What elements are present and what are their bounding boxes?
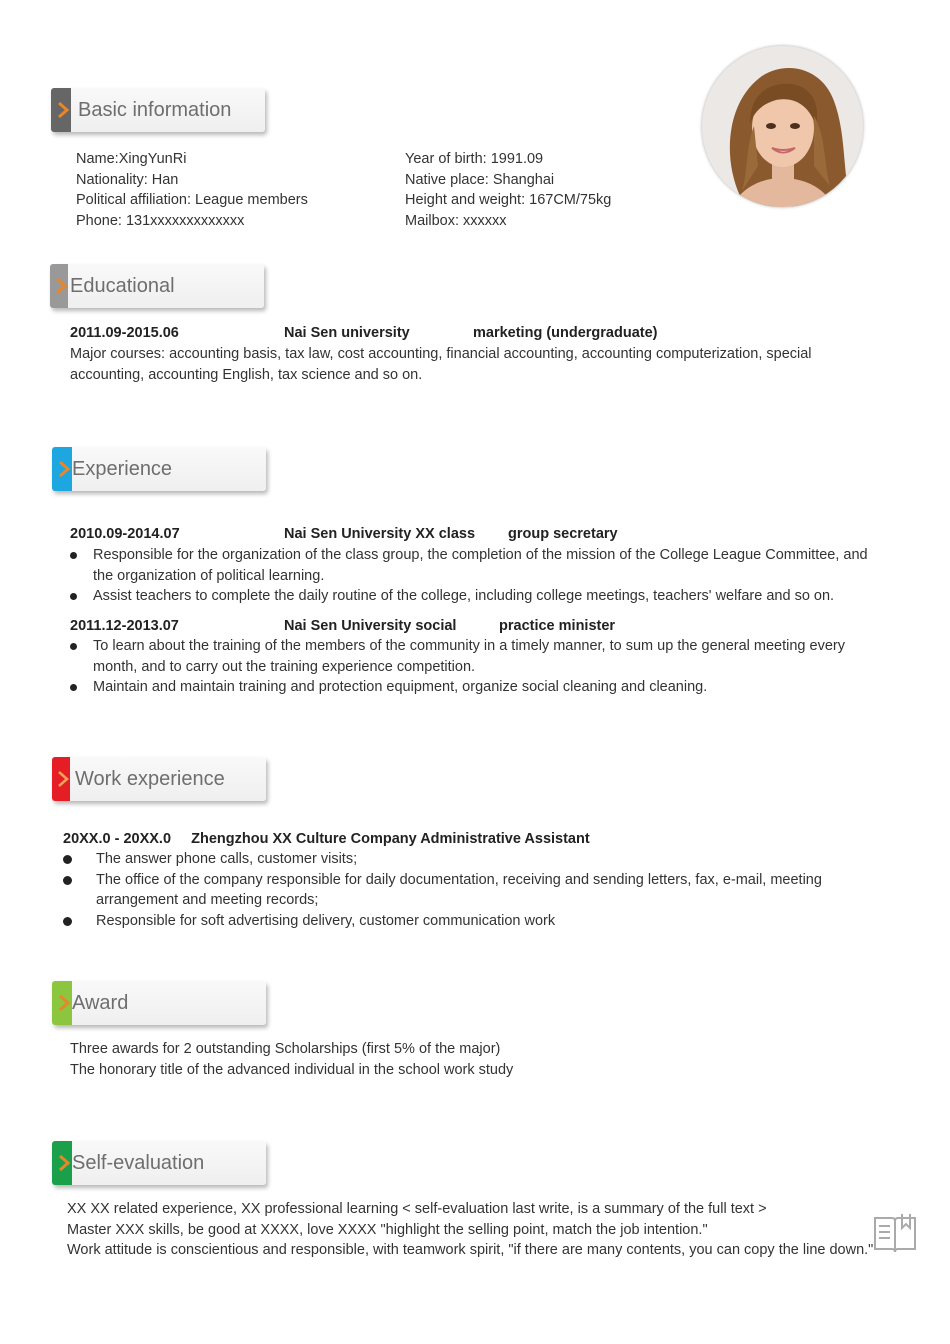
section-title: Self-evaluation: [72, 1152, 205, 1174]
self-eval-line-2: Master XXX skills, be good at XXXX, love XXXX "highlight the selling point, match the job intention.": [67, 1222, 708, 1238]
experience-1-period: 2010.09-2014.07: [70, 526, 180, 542]
chevron-right-icon: [55, 1153, 73, 1173]
list-item: Assist teachers to complete the daily routine of the college, including college meetings, teachers' welfare and so on.: [70, 586, 885, 607]
basic-nationality: Nationality: Han: [76, 172, 179, 188]
bullet-icon: [70, 552, 77, 559]
chevron-right-icon: [54, 100, 72, 120]
chevron-right-icon: [55, 769, 73, 789]
education-courses: Major courses: accounting basis, tax law, cost accounting, financial accounting, accounting computerization, special accounting, accounting English, tax science and so on.: [70, 346, 812, 383]
list-item: Responsible for the organization of the class group, the completion of the mission of the College League Committee, and the organization of political learning.: [70, 545, 885, 586]
experience-1-org: Nai Sen University XX class: [284, 526, 476, 542]
work-header: 20XX.0 - 20XX.0 Zhengzhou XX Culture Company Administrative Assistant: [63, 831, 590, 847]
experience-1-role: group secretary: [508, 526, 618, 542]
education-major: marketing (undergraduate): [473, 325, 658, 341]
work-bullets: [63, 849, 878, 931]
experience-1-bullets: [70, 545, 885, 607]
list-item: Maintain and maintain training and protection equipment, organize social cleaning and cleaning.: [70, 677, 870, 698]
list-item: The office of the company responsible for daily documentation, receiving and sending letters, fax, e-mail, meeting arrangement and meeting records;: [63, 870, 878, 911]
section-title: Experience: [72, 458, 173, 480]
bullet-icon: [70, 593, 77, 600]
basic-mailbox: Mailbox: xxxxxx: [405, 213, 507, 229]
experience-2-period: 2011.12-2013.07: [70, 618, 179, 634]
education-period: 2011.09-2015.06: [70, 325, 179, 341]
chevron-right-icon: [53, 276, 71, 296]
education-school: Nai Sen university: [284, 325, 410, 341]
section-title: Work experience: [75, 768, 225, 790]
chevron-right-icon: [55, 993, 73, 1013]
section-header-work-experience: [52, 757, 266, 801]
basic-political-affiliation: Political affiliation: League members: [76, 192, 308, 208]
experience-2-org: Nai Sen University social: [284, 618, 457, 634]
section-title: Educational: [70, 275, 175, 297]
bullet-icon: [63, 917, 72, 926]
self-eval-line-1: XX XX related experience, XX professional learning < self-evaluation last write, is a summary of the full text >: [67, 1201, 767, 1217]
basic-name: Name:XingYunRi: [76, 151, 187, 167]
book-icon[interactable]: [872, 1212, 918, 1256]
bullet-icon: [63, 855, 72, 864]
basic-year-of-birth: Year of birth: 1991.09: [405, 151, 544, 167]
section-header-basic-information: [51, 88, 265, 132]
basic-phone: Phone: 131xxxxxxxxxxxxx: [76, 213, 245, 229]
award-line-2: The honorary title of the advanced individual in the school work study: [70, 1062, 514, 1078]
bullet-icon: [63, 876, 72, 885]
section-title: Award: [72, 992, 129, 1014]
basic-native-place: Native place: Shanghai: [405, 172, 555, 188]
list-item: Responsible for soft advertising delivery, customer communication work: [63, 911, 878, 932]
bullet-icon: [70, 684, 77, 691]
section-header-self-evaluation: [52, 1141, 266, 1185]
experience-2-bullets: [70, 636, 870, 698]
section-header-educational: [50, 264, 264, 308]
list-item: To learn about the training of the members of the community in a timely manner, to sum up the general meeting every month, and to carry out the training experience competition.: [70, 636, 870, 677]
section-header-experience: [52, 447, 266, 491]
self-eval-line-3: Work attitude is conscientious and responsible, with teamwork spirit, "if there are many contents, you can copy the line down.": [67, 1242, 874, 1258]
chevron-right-icon: [55, 459, 73, 479]
bullet-icon: [70, 643, 77, 650]
section-header-award: [52, 981, 266, 1025]
list-item: The answer phone calls, customer visits;: [63, 849, 878, 870]
experience-2-role: practice minister: [499, 618, 616, 634]
section-title: Basic information: [78, 99, 232, 121]
woman-portrait-icon: [702, 46, 863, 207]
profile-photo: [702, 46, 863, 207]
basic-height-weight: Height and weight: 167CM/75kg: [405, 192, 612, 208]
award-line-1: Three awards for 2 outstanding Scholarships (first 5% of the major): [70, 1041, 501, 1057]
